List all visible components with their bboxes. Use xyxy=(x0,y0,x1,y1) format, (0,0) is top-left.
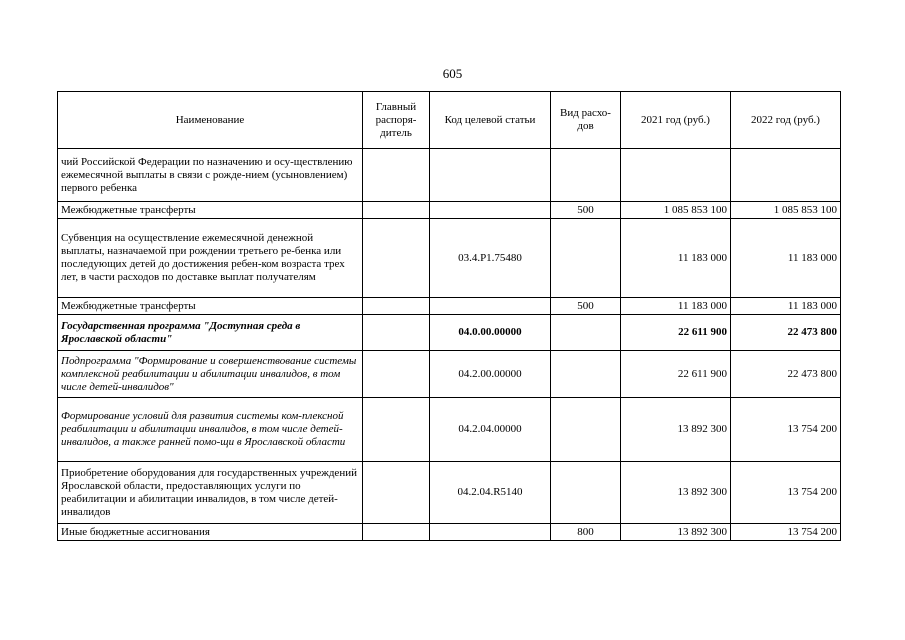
row-code xyxy=(430,149,551,202)
row-2021: 11 183 000 xyxy=(621,298,731,315)
table-row xyxy=(58,462,841,524)
row-expense-type: 800 xyxy=(551,524,621,541)
row-code xyxy=(430,202,551,219)
header-2022: 2022 год (руб.) xyxy=(731,92,841,149)
row-expense-type xyxy=(551,351,621,398)
row-manager xyxy=(363,149,430,202)
header-name: Наименование xyxy=(58,92,363,149)
row-expense-type xyxy=(551,149,621,202)
header-expense-type: Вид расхо-дов xyxy=(551,92,621,149)
row-2022: 22 473 800 xyxy=(731,351,841,398)
row-2022: 11 183 000 xyxy=(731,219,841,298)
header-row xyxy=(58,92,841,149)
row-expense-type xyxy=(551,219,621,298)
row-name: Субвенция на осуществление ежемесячной денежной выплаты, назначаемой при рождении третьего ре-бенка или последующих детей до достижения ребен-ком возраста трех лет, в части расходов по доставке выплат получателям xyxy=(58,219,363,298)
row-2021: 13 892 300 xyxy=(621,462,731,524)
row-manager xyxy=(363,351,430,398)
row-expense-type xyxy=(551,315,621,351)
table-row xyxy=(58,219,841,298)
row-name: Межбюджетные трансферты xyxy=(58,202,363,219)
row-name: Межбюджетные трансферты xyxy=(58,298,363,315)
row-code: 04.2.04.00000 xyxy=(430,398,551,462)
row-code xyxy=(430,298,551,315)
row-2021: 22 611 900 xyxy=(621,351,731,398)
row-expense-type: 500 xyxy=(551,298,621,315)
row-manager xyxy=(363,219,430,298)
row-2022: 11 183 000 xyxy=(731,298,841,315)
row-2021: 13 892 300 xyxy=(621,398,731,462)
row-2021: 13 892 300 xyxy=(621,524,731,541)
row-2021 xyxy=(621,149,731,202)
page-number: 605 xyxy=(442,66,463,81)
table-row xyxy=(58,524,841,541)
table-row xyxy=(58,202,841,219)
row-manager xyxy=(363,315,430,351)
row-2022: 13 754 200 xyxy=(731,462,841,524)
row-2022: 13 754 200 xyxy=(731,524,841,541)
row-2022: 1 085 853 100 xyxy=(731,202,841,219)
row-manager xyxy=(363,524,430,541)
row-code: 03.4.P1.75480 xyxy=(430,219,551,298)
row-expense-type xyxy=(551,462,621,524)
row-code: 04.2.04.R5140 xyxy=(430,462,551,524)
row-manager xyxy=(363,298,430,315)
row-2022: 22 473 800 xyxy=(731,315,841,351)
row-name: Приобретение оборудования для государственных учреждений Ярославской области, предоставляющих услуги по реабилитации и абилитации инвалидов, в том числе детей-инвалидов xyxy=(58,462,363,524)
row-code: 04.0.00.00000 xyxy=(430,315,551,351)
budget-table xyxy=(57,91,841,541)
row-name: Формирование условий для развития системы ком-плексной реабилитации и абилитации инвалидов, в том числе детей-инвалидов, а также ранней помо-щи в Ярославской области xyxy=(58,398,363,462)
row-2021: 1 085 853 100 xyxy=(621,202,731,219)
row-name: Государственная программа "Доступная среда в Ярославской области" xyxy=(58,315,363,351)
header-manager: Главный распоря-дитель xyxy=(363,92,430,149)
row-expense-type xyxy=(551,398,621,462)
row-2021: 22 611 900 xyxy=(621,315,731,351)
row-name: Иные бюджетные ассигнования xyxy=(58,524,363,541)
row-name: Подпрограмма "Формирование и совершенствование системы комплексной реабилитации и абилитации инвалидов, в том числе детей-инвалидов" xyxy=(58,351,363,398)
row-code: 04.2.00.00000 xyxy=(430,351,551,398)
table-row xyxy=(58,298,841,315)
row-manager xyxy=(363,202,430,219)
row-code xyxy=(430,524,551,541)
table-row xyxy=(58,149,841,202)
row-2022 xyxy=(731,149,841,202)
row-2021: 11 183 000 xyxy=(621,219,731,298)
row-2022: 13 754 200 xyxy=(731,398,841,462)
row-expense-type: 500 xyxy=(551,202,621,219)
table-row xyxy=(58,398,841,462)
row-manager xyxy=(363,398,430,462)
row-manager xyxy=(363,462,430,524)
header-2021: 2021 год (руб.) xyxy=(621,92,731,149)
table-row xyxy=(58,351,841,398)
header-code: Код целевой статьи xyxy=(430,92,551,149)
table-row xyxy=(58,315,841,351)
row-name: чий Российской Федерации по назначению и осу-ществлению ежемесячной выплаты в связи с рожде-нием (усыновлением) первого ребенка xyxy=(58,149,363,202)
